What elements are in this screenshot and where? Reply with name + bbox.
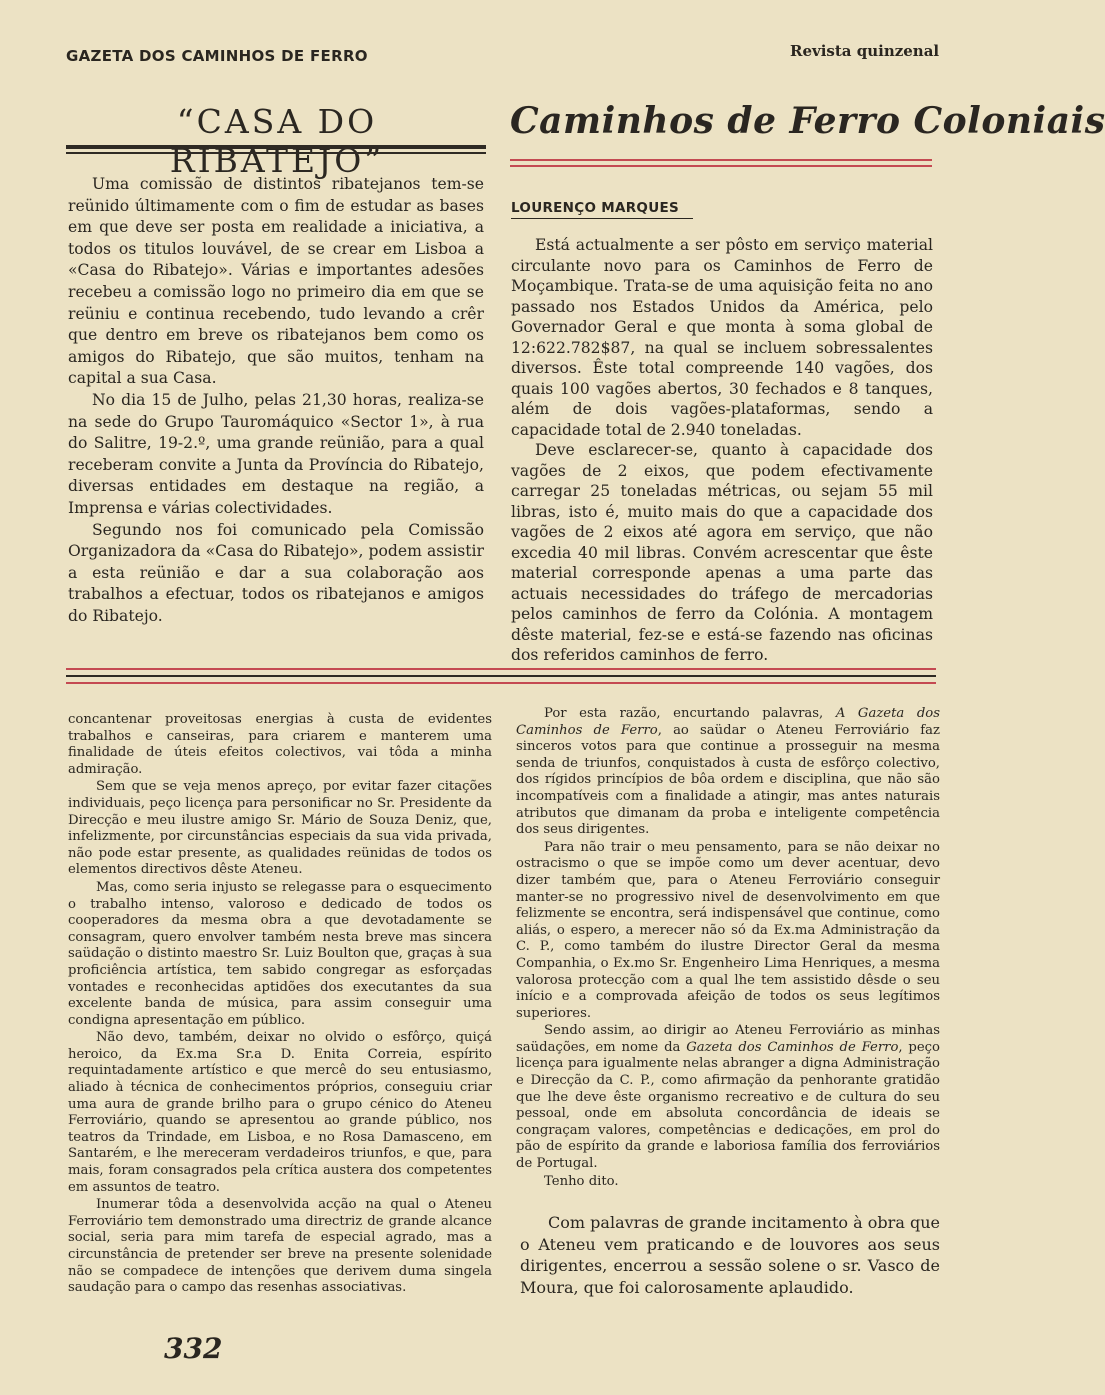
section-divider-dark [66, 675, 936, 677]
text-run: , peço licença para igualmente nelas abranger a digna Administração e Direcção da C. P., como afirmação da penhorante gratidão que lhe deve êste organismo recreativo e de cultura do seu pessoal, onde em absoluta concordância de ideais se congraçam valores, competências e dedicações, em prol do pão de espírito da grande e laboriosa família dos ferroviários de Portugal. [516, 1039, 940, 1172]
speech-column-left [68, 712, 492, 1298]
article-body-coloniais [511, 235, 933, 666]
publication-name: Gazeta dos Caminhos de Ferro [686, 1039, 899, 1055]
title-rule-red-upper [510, 159, 932, 161]
article-body-casa-do-ribatejo [68, 174, 484, 627]
title-rule-thick [66, 145, 486, 149]
paragraph: Deve esclarecer-se, quanto à capacidade dos vagões de 2 eixos, que podem efectivamente carregar 25 toneladas métricas, ou sejam 55 mil libras, isto é, muito mais do que a capacidade dos vagões de 2 eixos até agora em serviço, que não excedia 40 mil libras. Convém acrescentar que êste material corresponde apenas a uma parte das actuais necessidades do tráfego de mercadorias pelos caminhos de ferro da Colónia. A montagem dêste material, fez-se e está-se fazendo nas oficinas dos referidos caminhos de ferro. [511, 441, 933, 664]
paragraph: Com palavras de grande incitamento à obra que o Ateneu vem praticando e de louvores aos seus dirigentes, encerrou a sessão solene o sr. Vasco de Moura, que foi calorosamente aplaudido. [520, 1213, 940, 1297]
paragraph: Não devo, também, deixar no olvido o esfôrço, quiçá heroico, da Ex.ma Sr.a D. Enita Correia, espírito requintadamente artístico e que mercê do seu entusiasmo, aliado à técnica de conhecimentos próprios, conseguiu criar uma aura de grande brilho para o grupo cénico do Ateneu Ferroviário, quando se apresentou ao grande público, nos teatros da Trindade, em Lisboa, e no Rosa Damasceno, em Santarém, e lhe mereceram verdadeiros triunfos, e que, para mais, foram consagrados pela crítica austera dos competentes em assuntos de teatro. [68, 1030, 492, 1195]
masthead-subtitle: Revista quinzenal [790, 42, 940, 60]
subheading-underline [511, 218, 693, 219]
paragraph: Sem que se veja menos apreço, por evitar fazer citações individuais, peço licença para personificar no Sr. Presidente da Direcção e meu ilustre amigo Sr. Mário de Souza Deniz, que, infelizmente, por circunstâncias especiais da sua vida privada, não pode estar presente, as qualidades reünidas de todos os elementos directivos dêste Ateneu. [68, 779, 492, 878]
masthead-title: GAZETA DOS CAMINHOS DE FERRO [66, 47, 368, 65]
section-divider-red-top [66, 668, 936, 670]
article-title-casa-do-ribatejo: “CASA DO RIBATEJO” [169, 102, 385, 180]
paragraph [516, 1023, 940, 1172]
section-divider-red-bottom [66, 682, 936, 684]
text-run: , ao saüdar o Ateneu Ferroviário faz sinceros votos para que continue a prosseguir na mesma senda de triunfos, conquistados à custa de esfôrço colectivo, dos rígidos princípios de bôa ordem e disciplina, que não são incompatíveis com a finalidade a atingir, mas antes naturais atributos que dimanam da proba e inteligente competência dos seus dirigentes. [516, 722, 940, 838]
paragraph: Tenho dito. [544, 1173, 619, 1189]
paragraph: Mas, como seria injusto se relegasse para o esquecimento o trabalho intenso, valoroso e dedicado de todos os cooperadores da mesma obra a que devotadamente se consagram, quero envolver também nesta breve mas sincera saüdação o distinto maestro Sr. Luiz Boulton que, graças à sua proficiência artística, tem sabido congregar as esforçadas vontades e reconhecidas aptidões dos executantes da sua excelente banda de música, para assim conseguir uma condigna apresentação em público. [68, 879, 492, 1028]
speech-column-right [516, 706, 940, 1191]
publication-name: A Gazeta dos Caminhos de Ferro [516, 706, 940, 738]
paragraph: Está actualmente a ser pôsto em serviço material circulante novo para os Caminhos de Ferro de Moçambique. Trata-se de uma aquisição feita no ano passado nos Estados Unidos da América, pelo Governador Geral e que monta à soma global de 12:622.782$87, na qual se incluem sobressalentes diversos. Êste total compreende 140 vagões, dos quais 100 vagões abertos, 30 fechados e 8 tanques, além de dois vagões-plataformas, sendo a capacidade total de 2.940 toneladas. [511, 236, 933, 439]
text-run: Sendo assim, ao dirigir ao Ateneu Ferroviário as minhas saüdações, em nome da [516, 1023, 940, 1055]
closing-paragraph [520, 1212, 940, 1298]
paragraph: No dia 15 de Julho, pelas 21,30 horas, realiza-se na sede do Grupo Tauromáquico «Sector 1», à rua do Salitre, 19-2.º, uma grande reünião, para a qual receberam convite a Junta da Província do Ribatejo, diversas entidades em destaque na região, a Imprensa e várias colectividades. [68, 390, 484, 517]
title-rule-thin [66, 152, 486, 154]
paragraph: Inumerar tôda a desenvolvida acção na qual o Ateneu Ferroviário tem demonstrado uma directriz de grande alcance social, seria para mim tarefa de especial agrado, mas a circunstância de pretender ser breve na presente solenidade não se compadece de intenções que derivem duma singela saudação para o campo das resenhas associativas. [68, 1197, 492, 1296]
text-run: Por esta razão, encurtando palavras, [544, 706, 836, 721]
section-subheading: LOURENÇO MARQUES [511, 200, 680, 216]
paragraph: Uma comissão de distintos ribatejanos tem-se reünido últimamente com o fim de estudar as bases em que deve ser posta em realidade a iniciativa, a todos os titulos louvável, de se crear em Lisboa a «Casa do Ribatejo». Várias e importantes adesões recebeu a comissão logo no primeiro dia em que se reüniu e continua recebendo, tudo levando a crêr que dentro em breve os ribatejanos bem como os amigos do Ribatejo, que são muitos, tenham na capital a sua Casa. [68, 175, 484, 388]
article-title-caminhos-de-ferro-coloniais: Caminhos de Ferro Coloniais [510, 100, 1105, 142]
paragraph [516, 706, 940, 839]
title-rule-red-lower [510, 165, 932, 167]
paragraph: Para não trair o meu pensamento, para se não deixar no ostracismo o que se impõe como um dever acentuar, devo dizer também que, para o Ateneu Ferroviário conseguir manter-se no progressivo nivel de desenvolvimento em que felizmente se encontra, será indispensável que continue, como aliás, o espero, a merecer não só da Ex.ma Administração da C. P., como também do ilustre Director Geral da mesma Companhia, o Ex.mo Sr. Engenheiro Lima Henriques, a mesma valorosa protecção com a qual lhe tem assistido dêsde o seu início e a comprovada afeição de todos os seus legítimos superiores. [516, 839, 940, 1021]
paragraph: Segundo nos foi comunicado pela Comissão Organizadora da «Casa do Ribatejo», podem assistir a esta reünião e dar a sua colaboração aos trabalhos a efectuar, todos os ribatejanos e amigos do Ribatejo. [68, 520, 484, 625]
page-number: 332 [164, 1332, 223, 1365]
paragraph: concantenar proveitosas energias à custa de evidentes trabalhos e canseiras, para criarem e manterem uma finalidade de úteis efeitos colectivos, vai tôda a minha admiração. [68, 712, 492, 777]
